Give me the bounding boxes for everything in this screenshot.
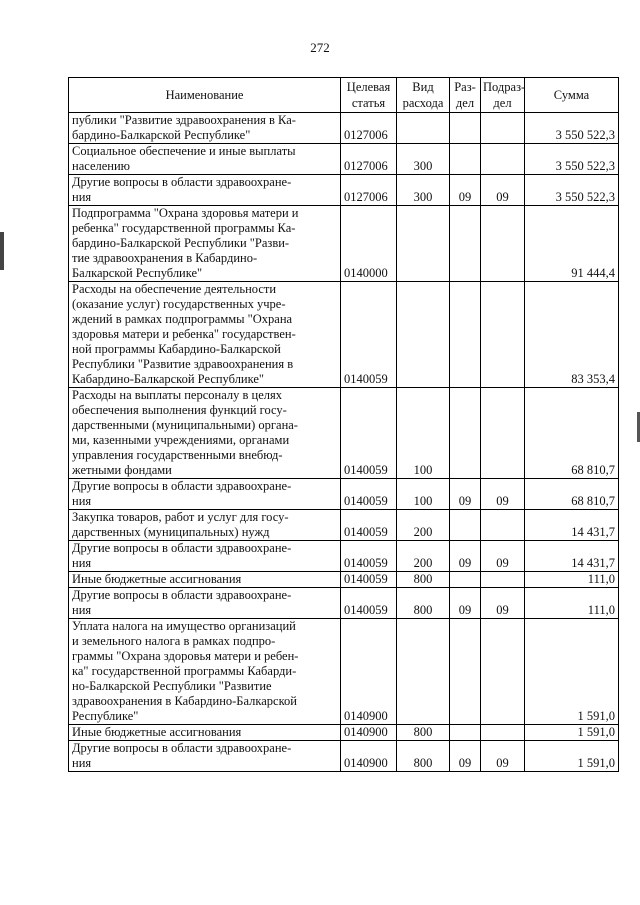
row-code: 0140059 <box>341 588 397 619</box>
table-row <box>69 572 619 588</box>
table-row <box>69 741 619 772</box>
table-row <box>69 206 619 282</box>
row-vid: 100 <box>397 388 450 479</box>
table-row <box>69 619 619 725</box>
row-vid: 300 <box>397 175 450 206</box>
row-vid: 200 <box>397 541 450 572</box>
row-podrazdel <box>481 388 525 479</box>
row-podrazdel: 09 <box>481 479 525 510</box>
row-name: Расходы на обеспечение деятельности (оказание услуг) государственных учре- ждений в рамках подпрограммы "Охрана здоровья матери и ребенка" государствен- ной программы Кабардино-Балкарской Республики "Развитие здравоохранения в Кабардино-Балкарской Республике" <box>69 282 341 388</box>
row-code: 0140059 <box>341 282 397 388</box>
table-row <box>69 588 619 619</box>
header-code: Целевая статья <box>341 78 397 113</box>
row-razdel <box>450 282 481 388</box>
row-vid: 800 <box>397 572 450 588</box>
table-row <box>69 479 619 510</box>
row-vid: 300 <box>397 144 450 175</box>
table-row <box>69 510 619 541</box>
row-name: Другие вопросы в области здравоохране- ния <box>69 741 341 772</box>
table-row <box>69 175 619 206</box>
row-code: 0140059 <box>341 479 397 510</box>
row-name: Другие вопросы в области здравоохране- ния <box>69 588 341 619</box>
row-podrazdel <box>481 572 525 588</box>
row-sum: 91 444,4 <box>525 206 619 282</box>
row-razdel: 09 <box>450 588 481 619</box>
row-razdel: 09 <box>450 479 481 510</box>
row-code: 0140900 <box>341 725 397 741</box>
row-vid: 800 <box>397 725 450 741</box>
row-vid: 800 <box>397 741 450 772</box>
row-sum: 111,0 <box>525 572 619 588</box>
row-podrazdel: 09 <box>481 175 525 206</box>
page-number: 272 <box>310 40 330 55</box>
row-code: 0140000 <box>341 206 397 282</box>
row-code: 0140900 <box>341 741 397 772</box>
row-razdel <box>450 388 481 479</box>
table-row <box>69 282 619 388</box>
row-vid: 800 <box>397 588 450 619</box>
row-sum: 3 550 522,3 <box>525 144 619 175</box>
row-name: Подпрограмма "Охрана здоровья матери и ребенка" государственной программы Ка- бардино-Балкарской Республики "Разви- тие здравоохранения в Кабардино- Балкарской Республике" <box>69 206 341 282</box>
row-razdel <box>450 619 481 725</box>
row-name: Закупка товаров, работ и услуг для госу- дарственных (муниципальных) нужд <box>69 510 341 541</box>
row-code: 0140900 <box>341 619 397 725</box>
row-sum: 1 591,0 <box>525 741 619 772</box>
row-sum: 3 550 522,3 <box>525 113 619 144</box>
row-name: Иные бюджетные ассигнования <box>69 572 341 588</box>
row-podrazdel <box>481 206 525 282</box>
row-sum: 111,0 <box>525 588 619 619</box>
row-sum: 1 591,0 <box>525 725 619 741</box>
row-podrazdel: 09 <box>481 588 525 619</box>
budget-table <box>68 77 619 772</box>
row-sum: 3 550 522,3 <box>525 175 619 206</box>
row-razdel: 09 <box>450 541 481 572</box>
row-name: публики "Развитие здравоохранения в Ка- бардино-Балкарской Республике" <box>69 113 341 144</box>
row-sum: 14 431,7 <box>525 541 619 572</box>
header-summa: Сумма <box>525 78 619 113</box>
table-row <box>69 541 619 572</box>
header-podrazdel: Подраз-дел <box>481 78 525 113</box>
row-podrazdel: 09 <box>481 541 525 572</box>
row-code: 0140059 <box>341 572 397 588</box>
row-podrazdel <box>481 282 525 388</box>
table-row <box>69 725 619 741</box>
row-razdel <box>450 572 481 588</box>
row-podrazdel: 09 <box>481 741 525 772</box>
row-podrazdel <box>481 619 525 725</box>
row-code: 0140059 <box>341 510 397 541</box>
row-sum: 68 810,7 <box>525 479 619 510</box>
row-name: Расходы на выплаты персоналу в целях обеспечения выполнения функций госу- дарственными (муниципальными) органа- ми, казенными учреждениями, органами управления государственными внебюд- жетными фондами <box>69 388 341 479</box>
row-razdel: 09 <box>450 741 481 772</box>
row-name: Иные бюджетные ассигнования <box>69 725 341 741</box>
row-podrazdel <box>481 113 525 144</box>
header-name: Наименование <box>69 78 341 113</box>
row-razdel <box>450 510 481 541</box>
row-razdel <box>450 206 481 282</box>
row-razdel <box>450 144 481 175</box>
row-code: 0140059 <box>341 388 397 479</box>
row-name: Другие вопросы в области здравоохране- ния <box>69 479 341 510</box>
row-code: 0127006 <box>341 113 397 144</box>
row-code: 0127006 <box>341 144 397 175</box>
scan-edge-mark <box>0 232 4 270</box>
row-podrazdel <box>481 510 525 541</box>
row-name: Социальное обеспечение и иные выплаты населению <box>69 144 341 175</box>
row-name: Другие вопросы в области здравоохране- ния <box>69 175 341 206</box>
row-vid <box>397 282 450 388</box>
row-sum: 14 431,7 <box>525 510 619 541</box>
row-name: Другие вопросы в области здравоохране- ния <box>69 541 341 572</box>
row-podrazdel <box>481 725 525 741</box>
table-header-row <box>69 78 619 113</box>
row-razdel: 09 <box>450 175 481 206</box>
table-row <box>69 388 619 479</box>
row-vid <box>397 619 450 725</box>
table-row <box>69 113 619 144</box>
row-vid <box>397 206 450 282</box>
row-sum: 68 810,7 <box>525 388 619 479</box>
table-row <box>69 144 619 175</box>
row-code: 0127006 <box>341 175 397 206</box>
row-podrazdel <box>481 144 525 175</box>
row-vid: 100 <box>397 479 450 510</box>
row-sum: 1 591,0 <box>525 619 619 725</box>
row-vid: 200 <box>397 510 450 541</box>
row-vid <box>397 113 450 144</box>
row-razdel <box>450 725 481 741</box>
header-vid: Вид расхода <box>397 78 450 113</box>
row-code: 0140059 <box>341 541 397 572</box>
row-sum: 83 353,4 <box>525 282 619 388</box>
header-razdel: Раз-дел <box>450 78 481 113</box>
row-name: Уплата налога на имущество организаций и земельного налога в рамках подпро- граммы "Охрана здоровья матери и ребен- ка" государственной программы Кабарди- но-Балкарской Республики "Развитие здравоохранения в Кабардино-Балкарской Республике" <box>69 619 341 725</box>
row-razdel <box>450 113 481 144</box>
